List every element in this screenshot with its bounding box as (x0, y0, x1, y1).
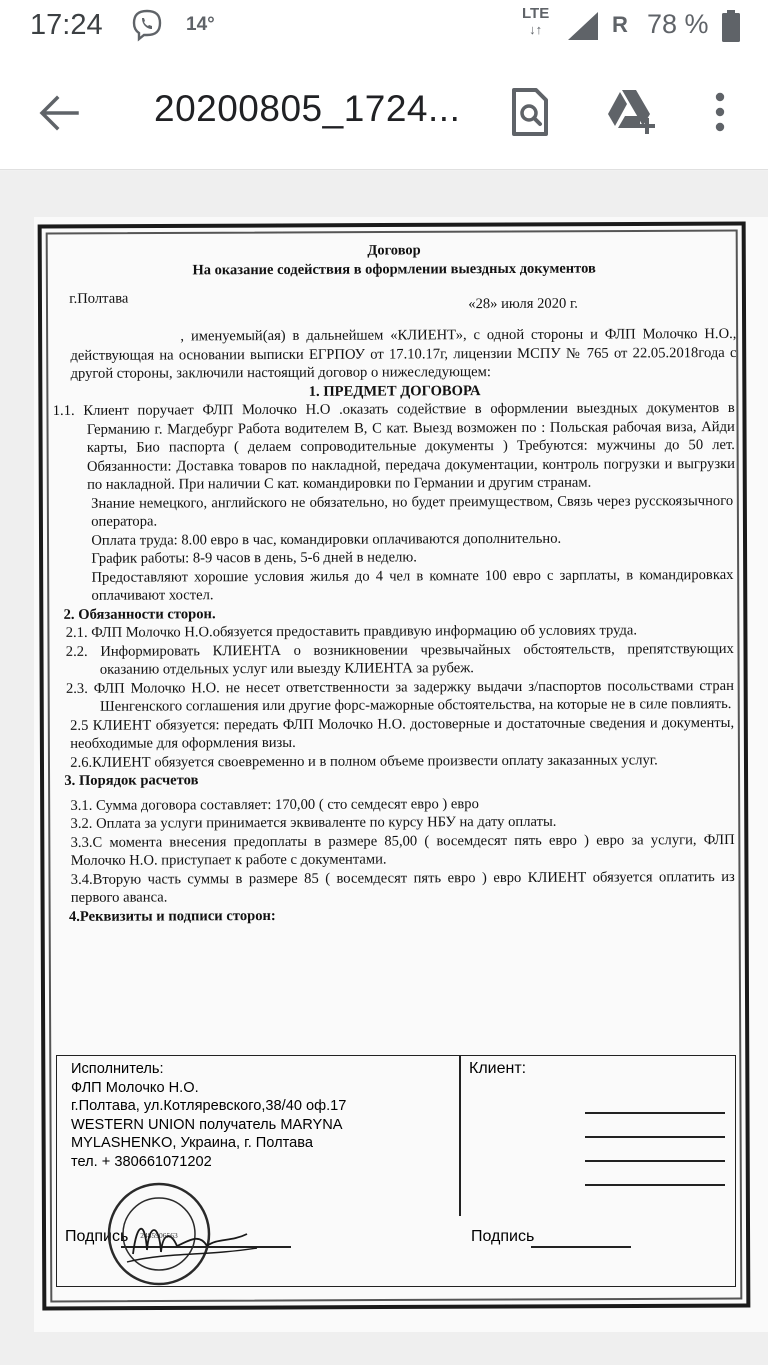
file-title: 20200805_1724... (154, 88, 461, 129)
client-line (585, 1160, 725, 1162)
temperature: 14° (186, 14, 215, 35)
requisites-table (56, 1055, 736, 1287)
paragraph-language: Знание немецкого, английского не обязательно, но будет преимуществом, Связь через русскоязычного оператора. (91, 492, 734, 530)
item-2-2: 2.2. Информировать КЛИЕНТА о возникновении чрезвычайных обстоятельств, препятствующих оказанию отдельных услуг или выезду КЛИЕНТА за рубеж. (65, 640, 734, 678)
back-arrow-icon (39, 95, 79, 131)
contract-city: г.Полтава (69, 290, 129, 307)
svg-text:2485906563: 2485906563 (140, 1231, 178, 1240)
executor-details: Исполнитель: ФЛП Молочко Н.О. г.Полтава, ул.Котляревского,38/40 оф.17 WESTERN UNION получатель MARYNA MYLASHENKO, Украина, г. Полтава тел. + 380661071202 (71, 1061, 347, 1170)
paragraph-schedule: График работы: 8-9 часов в день, 5-6 дней в неделю. (91, 549, 417, 567)
roaming-indicator: R (612, 12, 628, 37)
paragraph-salary: Оплата труда: 8.00 евро в час, командировки оплачиваются дополнительно. (91, 530, 562, 549)
item-2-5: 2.5 КЛИЕНТ обязуется: передать ФЛП Молочко Н.О. достоверные и достаточные сведения и документы, необходимые для оформления визы. (70, 714, 735, 752)
app-bar (0, 56, 768, 170)
signal-icon (566, 10, 600, 42)
section-2-title: 2. Обязанности сторон. (63, 605, 216, 623)
item-2-3: 2.3. ФЛП Молочко Н.О. не несет ответственности за задержку выдачи з/паспортов посольствами стран Шенгенского соглашения или другие форс-мажорные обстоятельства, на которые не в силе повлиять. (65, 677, 734, 715)
company-stamp (107, 1172, 267, 1290)
contract-text (44, 240, 747, 926)
item-2-6: 2.6.КЛИЕНТ обязуется своевременно и в полном объеме произвести оплату заказанных услуг. (70, 751, 658, 771)
table-divider (459, 1056, 461, 1216)
find-in-document-icon (504, 84, 556, 140)
contract-date: «28» июля 2020 г. (468, 295, 578, 313)
executor-signature-label: Подпись (65, 1228, 129, 1245)
section-1-title: 1. ПРЕДМЕТ ДОГОВОРА (308, 382, 481, 400)
more-vert-icon (715, 92, 725, 132)
status-time: 17:24 (30, 9, 103, 41)
paragraph-housing: Предоставляют хорошие условия жилья до 4 чел в комнате 100 евро с зарплаты, в командировках оплачивают хостел. (91, 566, 734, 604)
battery-icon (722, 10, 740, 42)
item-3-4: 3.4.Вторую часть суммы в размере 85 ( восемдесят пять евро ) евро КЛИЕНТ обязуется оплатить из первого аванса. (70, 868, 735, 906)
contract-intro: , именуемый(ая) в дальнейшем «КЛИЕНТ», с одной стороны и ФЛП Молочко Н.О., действующая на основании выписки ЕГРПОУ от 17.10.17г, лицензии МСПУ № 765 от 22.05.2018года с другой стороны, заключили настоящий договор о нижеследующем: (70, 325, 737, 382)
client-line (585, 1136, 725, 1138)
document-viewer[interactable] (0, 171, 768, 1365)
more-options-button[interactable] (700, 86, 740, 138)
item-3-2: 3.2. Оплата за услуги принимается эквиваленте по курсу НБУ на дату оплаты. (70, 813, 557, 832)
section-3-title: 3. Порядок расчетов (64, 772, 199, 789)
add-to-drive-button[interactable] (604, 84, 660, 136)
section-4-title: 4.Реквизиты и подписи сторон: (68, 907, 276, 925)
client-line (585, 1184, 725, 1186)
item-1-1: 1.1. Клиент поручает ФЛП Молочко Н.О .оказать содействие в оформлении выездных документов в Германию г. Магдебург Работа водителем В, С кат. Выезд возможен по : Польская рабочая виза, Айди карты, Био паспорта ( делаем сопроводительные документы ) Требуются: мужчины до 50 лет. Обязанности: Доставка товаров по накладной, передача документации, контроль погрузки и выгрузки по накладной. При наличии С кат. командировки по Германии и другим странам. (52, 399, 736, 493)
add-to-drive-icon (604, 84, 660, 136)
battery-percentage: 78 % (647, 9, 709, 39)
client-line (585, 1112, 725, 1114)
document-page (34, 217, 768, 1332)
find-in-document-button[interactable] (504, 84, 556, 140)
status-bar (0, 0, 768, 56)
viber-icon (130, 8, 164, 42)
item-3-3: 3.3.С момента внесения предоплаты в размере 85,00 ( восемдесят пять евро ) евро за услуги, ФЛП Молочко Н.О. приступает к работе с документами. (70, 831, 735, 869)
client-label: Клиент: (469, 1060, 527, 1077)
client-signature-label: Подпись (471, 1228, 535, 1245)
client-signature-line (531, 1246, 631, 1248)
contract-title: Договор (367, 242, 421, 259)
back-button[interactable] (34, 88, 84, 138)
item-3-1: 3.1. Сумма договора составляет: 170,00 ( сто семдесят евро ) евро (70, 795, 479, 814)
item-2-1: 2.1. ФЛП Молочко Н.О.обязуется предоставить правдивую информацию об условиях труда. (65, 622, 638, 641)
lte-indicator: LTE ↓↑ (522, 5, 550, 37)
contract-subtitle: На оказание содействия в оформлении выездных документов (192, 260, 596, 278)
